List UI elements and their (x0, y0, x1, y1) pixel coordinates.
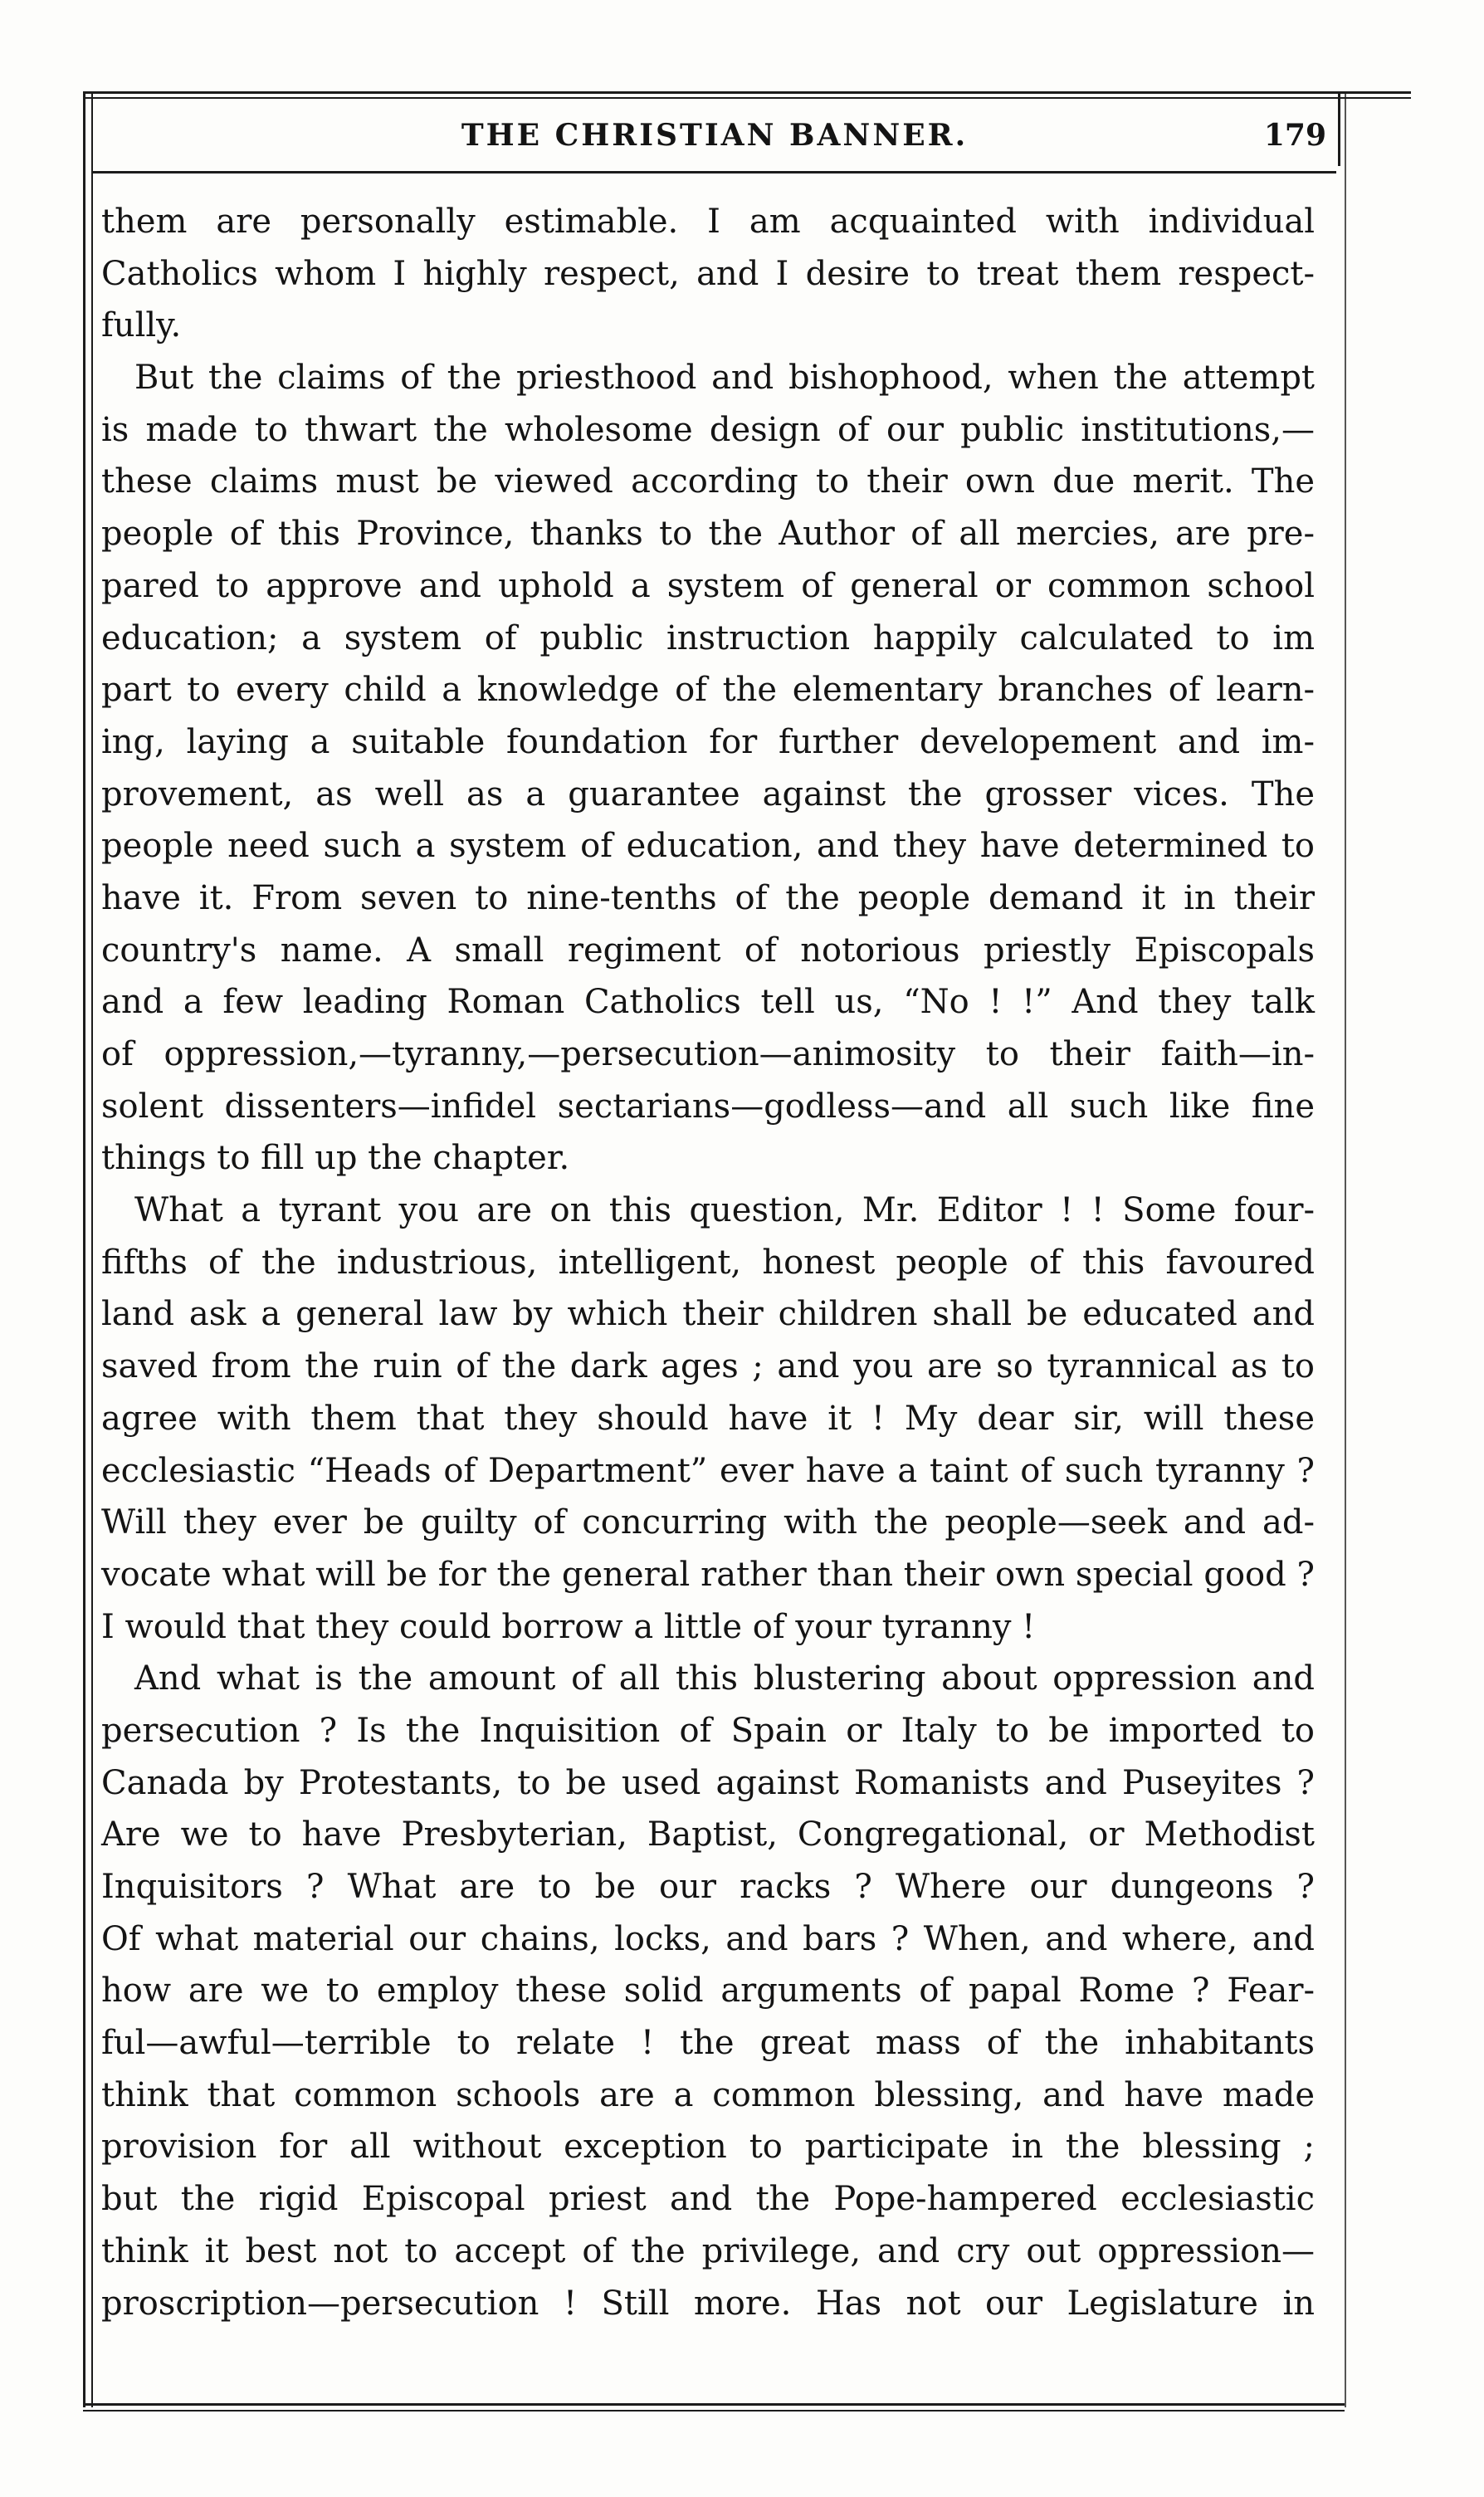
text-line: pared to approve and uphold a system of general or common school (101, 566, 1315, 605)
text-line: Inquisitors ? What are to be our racks ? Where our dungeons ? (101, 1868, 1315, 1906)
text-line: ful—awful—terrible to relate ! the great mass of the inhabitants (101, 2024, 1315, 2063)
text-line: them are personally estimable. I am acquainted with individual (101, 203, 1315, 241)
page-number: 179 (1263, 118, 1326, 153)
paragraph-start-line: What a tyrant you are on this question, Mr. Editor ! ! Some four- (134, 1191, 1315, 1230)
text-line: think it best not to accept of the privilege, and cry out oppression— (101, 2231, 1315, 2270)
text-line: vocate what will be for the general rather than their own special good ? (101, 1555, 1315, 1594)
text-line: ing, laying a suitable foundation for further developement and im- (101, 722, 1315, 761)
frame-top-inner-rule (83, 97, 1411, 99)
text-line: Canada by Protestants, to be used against Romanists and Puseyites ? (101, 1763, 1315, 1802)
running-title: THE CHRISTIAN BANNER. (461, 118, 969, 153)
text-line: of oppression,—tyranny,—persecution—animosity to their faith—in- (101, 1035, 1315, 1073)
frame-top-rule (83, 91, 1411, 94)
text-line: how are we to employ these solid arguments of papal Rome ? Fear- (101, 1972, 1315, 2011)
text-line: but the rigid Episcopal priest and the Pope-hampered ecclesiastic (101, 2180, 1315, 2219)
text-line: education; a system of public instruction happily calculated to im (101, 618, 1315, 657)
frame-left-inner-rule (91, 91, 93, 2407)
text-line: fully. (101, 306, 182, 345)
text-line: part to every child a knowledge of the elementary branches of learn- (101, 671, 1315, 710)
paragraph-start-line: And what is the amount of all this blustering about oppression and (134, 1659, 1315, 1698)
text-line: people need such a system of education, and they have determined to (101, 827, 1315, 866)
text-line: solent dissenters—infidel sectarians—godless—and all such like fine (101, 1087, 1315, 1126)
frame-right-rule (1345, 91, 1346, 2407)
text-line: country's name. A small regiment of notorious priestly Episcopals (101, 931, 1315, 970)
frame-right-rule-top (1338, 91, 1340, 166)
text-line: provision for all without exception to participate in the blessing ; (101, 2128, 1315, 2167)
text-line: land ask a general law by which their children shall be educated and (101, 1295, 1315, 1334)
text-line: saved from the ruin of the dark ages ; and you are so tyrannical as to (101, 1347, 1315, 1386)
text-line: fifths of the industrious, intelligent, honest people of this favoured (101, 1243, 1315, 1282)
frame-bottom-rule (83, 2403, 1345, 2406)
paragraph-start-line: But the claims of the priesthood and bishophood, when the attempt (134, 359, 1315, 398)
text-line: Catholics whom I highly respect, and I desire to treat them respect- (101, 254, 1315, 293)
header-underline (93, 171, 1336, 173)
text-line: Will they ever be guilty of concurring with the people—seek and ad- (101, 1503, 1315, 1542)
text-line: I would that they could borrow a little of your tyranny ! (101, 1607, 1036, 1646)
text-line: Are we to have Presbyterian, Baptist, Congregational, or Methodist (101, 1815, 1315, 1854)
running-head (93, 113, 1336, 164)
text-line: Of what material our chains, locks, and bars ? When, and where, and (101, 1919, 1315, 1958)
text-line: people of this Province, thanks to the Author of all mercies, are pre- (101, 515, 1315, 554)
body-text (101, 196, 1315, 2329)
text-line: agree with them that they should have it ! My dear sir, will these (101, 1399, 1315, 1438)
text-line: think that common schools are a common blessing, and have made (101, 2075, 1315, 2114)
frame-left-rule (83, 91, 85, 2407)
text-line: things to fill up the chapter. (101, 1139, 570, 1178)
text-line: ecclesiastic “Heads of Department” ever have a taint of such tyranny ? (101, 1451, 1315, 1490)
frame-bottom-inner-rule (83, 2410, 1345, 2411)
text-line: and a few leading Roman Catholics tell us, “No ! !” And they talk (101, 983, 1315, 1022)
text-line: proscription—persecution ! Still more. Has not our Legislature in (101, 2284, 1315, 2323)
text-line: persecution ? Is the Inquisition of Spain or Italy to be imported to (101, 1711, 1315, 1750)
text-line: provement, as well as a guarantee against the grosser vices. The (101, 775, 1315, 814)
text-line: have it. From seven to nine-tenths of the people demand it in their (101, 878, 1315, 917)
text-line: these claims must be viewed according to their own due merit. The (101, 462, 1315, 501)
text-line: is made to thwart the wholesome design of our public institutions,— (101, 410, 1315, 449)
